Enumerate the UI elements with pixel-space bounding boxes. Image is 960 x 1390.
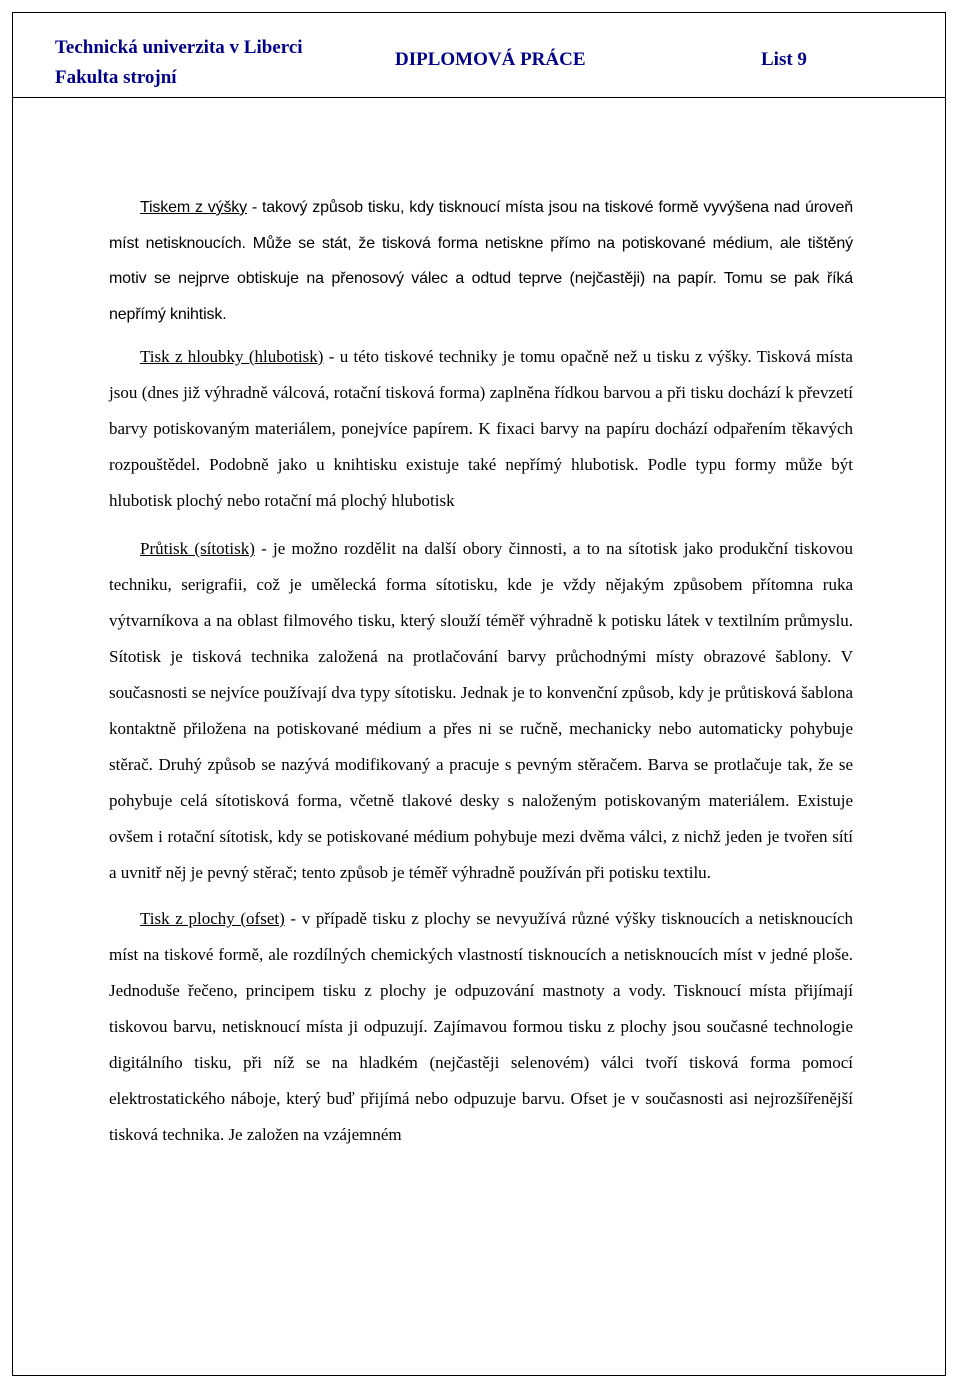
term-screen-printing: Průtisk (sítotisk) <box>140 539 255 558</box>
term-relief-printing: Tiskem z výšky <box>140 199 247 216</box>
university-name: Technická univerzita v Liberci <box>55 37 303 58</box>
term-gravure: Tisk z hloubky (hlubotisk) <box>140 347 324 366</box>
term-offset: Tisk z plochy (ofset) <box>140 909 285 928</box>
institution-block <box>55 33 303 93</box>
paragraph-offset <box>109 901 853 1153</box>
sheet-number: List 9 <box>761 49 807 70</box>
paragraph-text: - je možno rozdělit na další obory činnosti, a to na sítotisk jako produkční tiskovou techniku, serigrafii, což je umělecká forma sítotisku, kde je vždy nějakým způsobem přítomna ruka výtvarníkova a na oblast filmového tisku, který slouží téměř výhradně k potisku látek v textilním průmyslu. Sítotisk je tisková technika založená na protlačování barvy průchodnými místy obrazové šablony. V současnosti se nejvíce používají dva typy sítotisku. Jednak je to konvenční způsob, kdy je průtisková šablona kontaktně přiložena na potiskované médium a přes ni se ručně, mechanicky nebo automaticky pohybuje stěrač. Druhý způsob se nazývá modifikovaný a pracuje s pevným stěračem. Barva se protlačuje tak, že se pohybuje celá sítotisková forma, včetně tlakové desky s naloženým potiskovaným materiálem. Existuje ovšem i rotační sítotisk, kdy se potiskované médium pohybuje mezi dvěma válci, z nichž jeden je tvořen sítí a uvnitř něj je pevný stěrač; tento způsob je téměř výhradně používán při potisku textilu. <box>109 539 853 882</box>
document-body <box>109 190 853 1153</box>
paragraph-relief-printing <box>109 190 853 332</box>
page-header <box>13 13 945 98</box>
paragraph-text: - v případě tisku z plochy se nevyužívá různé výšky tisknoucích a netisknoucích míst na tiskové formě, ale rozdílných chemických vlastností tisknoucích a netisknoucích míst v jedné ploše. Jednoduše řečeno, principem tisku z plochy je odpuzování mastnoty a vody. Tisknoucí místa přijímají tiskovou barvu, netisknoucí místa ji odpuzují. Zajímavou formou tisku z plochy jsou současné technologie digitálního tisku, při níž se na hladkém (nejčastěji selenovém) válci tvoří tisková forma pomocí elektrostatického náboje, který buď přijímá nebo odpuzuje barvu. Ofset je v současnosti asi nejrozšířenější tisková technika. Je založen na vzájemném <box>109 909 853 1144</box>
paragraph-screen-printing <box>109 531 853 891</box>
faculty-name: Fakulta strojní <box>55 67 177 88</box>
paragraph-gravure <box>109 339 853 519</box>
paragraph-text: - takový způsob tisku, kdy tisknoucí místa jsou na tiskové formě vyvýšena nad úroveň míst netisknoucích. Může se stát, že tisková forma netiskne přímo na potiskované médium, ale tištěný motiv se nejprve obtiskuje na přenosový válec a odtud teprve (nejčastěji) na papír. Tomu se pak říká nepřímý knihtisk. <box>109 199 853 323</box>
paragraph-text: - u této tiskové techniky je tomu opačně než u tisku z výšky. Tisková místa jsou (dnes již výhradně válcová, rotační tisková forma) zaplněna řídkou barvou a při tisku dochází k převzetí barvy potiskovaným materiálem, ponejvíce papírem. K fixaci barvy na papíru dochází odpařením těkavých rozpouštědel. Podobně jako u knihtisku existuje také nepřímý hlubotisk. Podle typu formy může být hlubotisk plochý nebo rotační má plochý hlubotisk <box>109 347 853 510</box>
document-type: DIPLOMOVÁ PRÁCE <box>395 49 586 70</box>
